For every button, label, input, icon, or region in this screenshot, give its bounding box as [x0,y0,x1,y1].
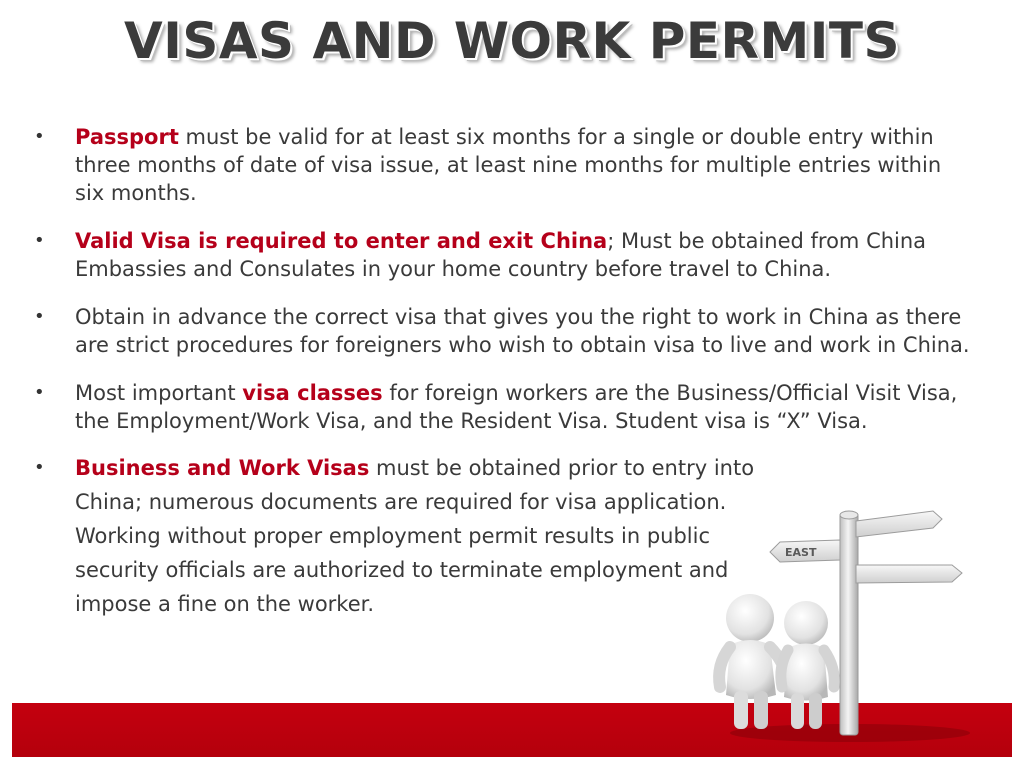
bullet-valid-visa [28,227,973,283]
bullet-obtain-in-advance [28,303,973,359]
bullet-text: Obtain in advance the correct visa that gives you the right to work in China as there are strict procedures for foreigners who wish to obtain visa to live and work in China. [75,305,970,357]
bullet-visa-classes [28,379,973,435]
bullet-marker: • [34,306,45,327]
bullet-marker: • [34,457,45,478]
bullet-passport [28,123,973,207]
bullet-highlight: Passport [75,125,179,149]
bullet-highlight: Valid Visa is required to enter and exit China [75,229,608,253]
bullet-marker: • [34,382,45,403]
bullet-highlight: Business and Work Visas [75,456,370,480]
bullet-business-work-visas [28,451,765,621]
slide-title: VISAS AND WORK PERMITS [124,12,900,70]
bullet-text: for foreign workers are the Business/Official Visit Visa, the Employment/Work Visa, and the Resident Visa. Student visa is “X” Visa. [75,381,958,433]
bullet-text: must be valid for at least six months for a single or double entry within three months of date of visa issue, at least nine months for multiple entries within six months. [75,125,942,205]
bullet-text: must be obtained prior to entry into China; numerous documents are required for visa application. Working without proper employment permit results in public security officials are authorized to terminate employment and impose a fine on the worker. [75,456,755,616]
bullet-text: ; Must be obtained from China Embassies and Consulates in your home country before travel to China. [75,229,927,281]
bullet-marker: • [34,126,45,147]
bullet-marker: • [34,230,45,251]
signpost-two-figures-icon [690,495,990,750]
bullet-text-prefix: Most important [75,381,243,405]
bullet-highlight: visa classes [242,381,383,405]
sign-label: EAST [785,546,817,559]
